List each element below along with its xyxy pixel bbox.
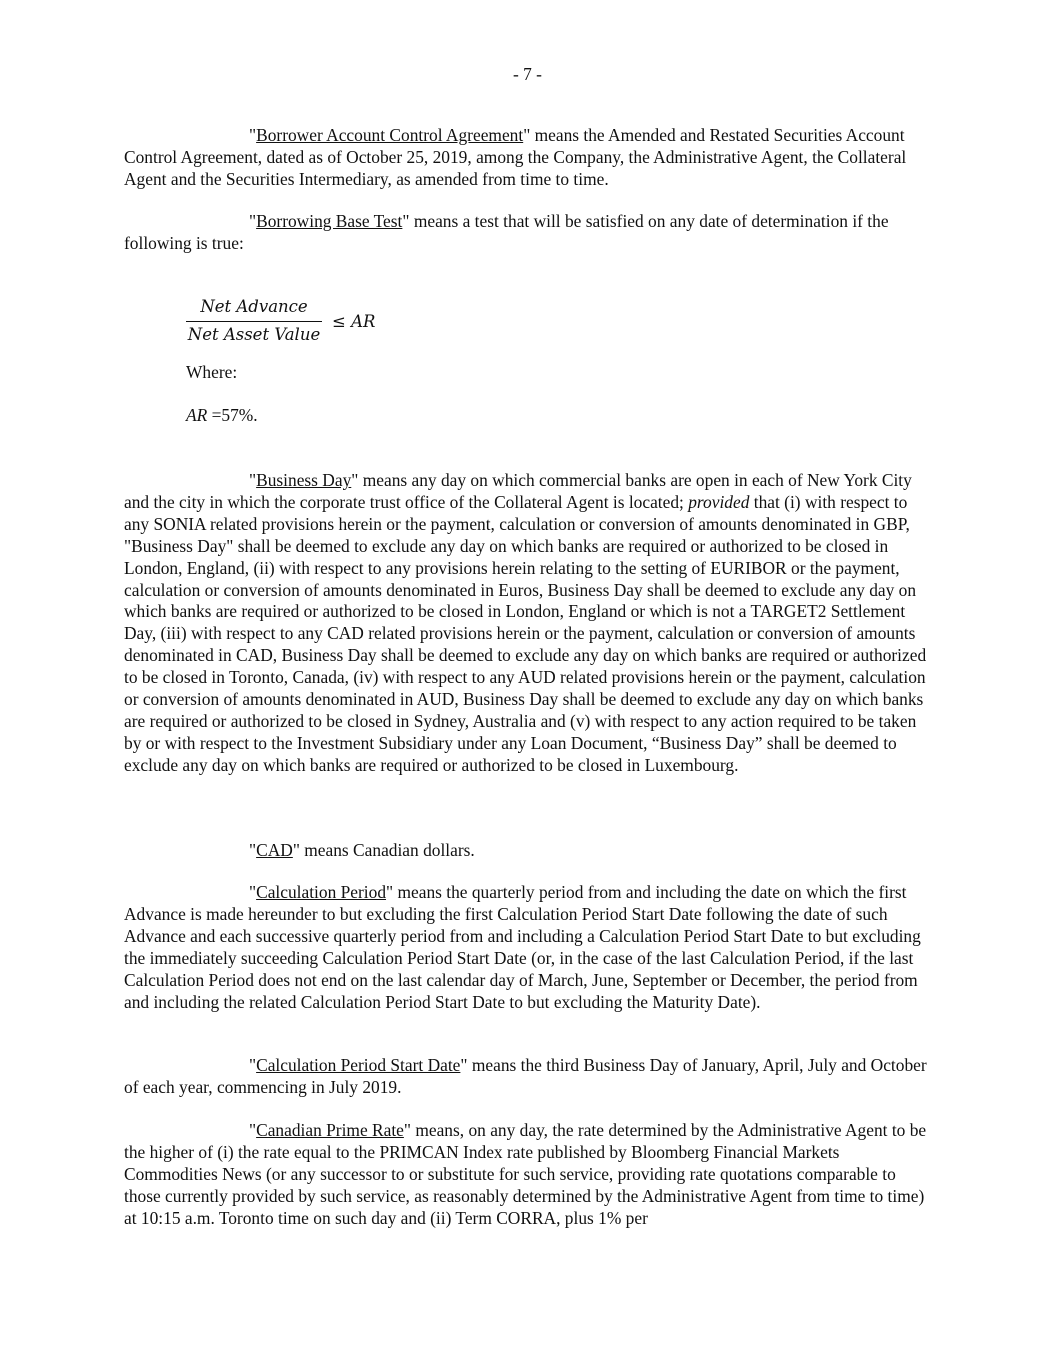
- definition-body: " means the quarterly period from and including the date on which the first Advance is made hereunder to but excluding the first Calculation Period Start Date following the date of such Advance and each successive quarterly period from and including a Calculation Period Start Date to but excluding the immediately succeeding Calculation Period Start Date (or, in the case of the last Calculation Period, if the last Calculation Period does not end on the last calendar day of March, June, September or December, the period from and including the related Calculation Period Start Date to but excluding the Maturity Date).: [124, 882, 921, 1012]
- formula-denominator: Net Asset Value: [187, 325, 321, 340]
- definition-body-continued: that (i) with respect to any SONIA related provisions herein or the payment, calculation or conversion of amounts denominated in GBP, "Business Day" shall be deemed to exclude any day on which banks are required or authorized to be closed in London, England, (ii) with respect to any provisions herein relating to the setting of EURIBOR or the payment, calculation or conversion of amounts denominated in Euros, Business Day shall be deemed to exclude any day on which banks are required or authorized to be closed in London, England or which is not a TARGET2 Settlement Day, (iii) with respect to any CAD related provisions herein or the payment, calculation or conversion of amounts denominated in CAD, Business Day shall be deemed to exclude any day on which banks are required or authorized to be closed in Toronto, Canada, (iv) with respect to any AUD related provisions herein or the payment, calculation or conversion of amounts denominated in AUD, Business Day shall be deemed to exclude any day on which banks are required or authorized to be closed in Sydney, Australia and (v) with respect to any action required to be taken by or with respect to the Investment Subsidiary under any Loan Document, “Business Day” shall be deemed to exclude any day on which banks are required or authorized to be closed in Luxembourg.: [124, 491, 927, 775]
- defined-term: Calculation Period: [256, 882, 387, 902]
- provided-keyword: provided: [688, 491, 750, 512]
- definition-body: " means a test that will be satisfied on any date of determination if the following is true:: [124, 211, 889, 253]
- definition-body: " means any day on which commercial banks are open in each of New York City and the city in which the corporate trust office of the Collateral Agent is located;: [124, 470, 912, 512]
- defined-term: Canadian Prime Rate: [256, 1120, 404, 1140]
- definition-cad: "CAD" means Canadian dollars.: [249, 840, 475, 860]
- defined-term: Borrower Account Control Agreement: [256, 125, 524, 145]
- defined-term: CAD: [256, 840, 293, 860]
- definition-body: " means, on any day, the rate determined by the Administrative Agent to be the higher of (i) the rate equal to the PRIMCAN Index rate published by Bloomberg Financial Markets Commodities News (or any successor to or substitute for such service, providing rate quotations comparable to those currently provided by such service, as reasonably determined by the Administrative Agent from time to time) at 10:15 a.m. Toronto time on such day and (ii) Term CORRA, plus 1% per: [124, 1120, 927, 1228]
- ar-symbol: AR: [186, 405, 208, 425]
- formula-relation: ≤ AR: [332, 312, 376, 331]
- formula-numerator: Net Advance: [200, 297, 308, 316]
- defined-term: Calculation Period Start Date: [256, 1055, 461, 1075]
- definition-body: " means the third Business Day of January, April, July and October of each year, commencing in July 2019.: [124, 1055, 927, 1097]
- definition-business-day: "Business Day" means any day on which commercial banks are open in each of New York City and the city in which the corporate trust office of the Collateral Agent is located; provided that (i) with respect to any SONIA related provisions herein or the payment, calculation or conversion of amounts denominated in GBP, "Business Day" shall be deemed to exclude any day on which banks are required or authorized to be closed in London, England, (ii) with respect to any provisions herein relating to the setting of EURIBOR or the payment, calculation or conversion of amounts denominated in Euros, Business Day shall be deemed to exclude any day on which banks are required or authorized to be closed in London, England or which is not a TARGET2 Settlement Day, (iii) with respect to any CAD related provisions herein or the payment, calculation or conversion of amounts denominated in CAD, Business Day shall be deemed to exclude any day on which banks are required or authorized to be closed in Toronto, Canada, (iv) with respect to any AUD related provisions herein or the payment, calculation or conversion of amounts denominated in AUD, Business Day shall be deemed to exclude any day on which banks are required or authorized to be closed in Sydney, Australia and (v) with respect to any action required to be taken by or with respect to the Investment Subsidiary under any Loan Document, “Business Day” shall be deemed to exclude any day on which banks are required or authorized to be closed in Luxembourg.: [124, 470, 927, 775]
- defined-term: Business Day: [256, 470, 352, 490]
- definition-body: " means the Amended and Restated Securities Account Control Agreement, dated as of October 25, 2019, among the Company, the Administrative Agent, the Collateral Agent and the Securities Intermediary, as amended from time to time.: [124, 125, 907, 189]
- page-number: - 7 -: [513, 64, 542, 84]
- definition-body: " means Canadian dollars.: [292, 840, 475, 860]
- fraction-bar: [186, 321, 322, 322]
- definition-calculation-period-start-date: "Calculation Period Start Date" means the third Business Day of January, April, July and October of each year, commencing in July 2019.: [124, 1055, 927, 1097]
- defined-term: Borrowing Base Test: [256, 211, 403, 231]
- definition-canadian-prime-rate: "Canadian Prime Rate" means, on any day, the rate determined by the Administrative Agent to be the higher of (i) the rate equal to the PRIMCAN Index rate published by Bloomberg Financial Markets Commodities News (or any successor to or substitute for such service, providing rate quotations comparable to those currently provided by such service, as reasonably determined by the Administrative Agent from time to time) at 10:15 a.m. Toronto time on such day and (ii) Term CORRA, plus 1% per: [124, 1120, 927, 1228]
- ar-value: =57%.: [207, 405, 258, 425]
- where-label: Where:: [186, 362, 238, 382]
- definition-borrower-account-control-agreement: "Borrower Account Control Agreement" means the Amended and Restated Securities Account Control Agreement, dated as of October 25, 2019, among the Company, the Administrative Agent, the Collateral Agent and the Securities Intermediary, as amended from time to time.: [124, 125, 907, 189]
- ar-definition: [186, 405, 258, 427]
- definition-calculation-period: "Calculation Period" means the quarterly period from and including the date on which the first Advance is made hereunder to but excluding the first Calculation Period Start Date following the date of such Advance and each successive quarterly period from and including a Calculation Period Start Date to but excluding the immediately succeeding Calculation Period Start Date (or, in the case of the last Calculation Period, if the last Calculation Period does not end on the last calendar day of March, June, September or December, the period from and including the related Calculation Period Start Date to but excluding the Maturity Date).: [124, 882, 921, 1012]
- definition-borrowing-base-test: "Borrowing Base Test" means a test that will be satisfied on any date of determination if the following is true:: [124, 211, 889, 253]
